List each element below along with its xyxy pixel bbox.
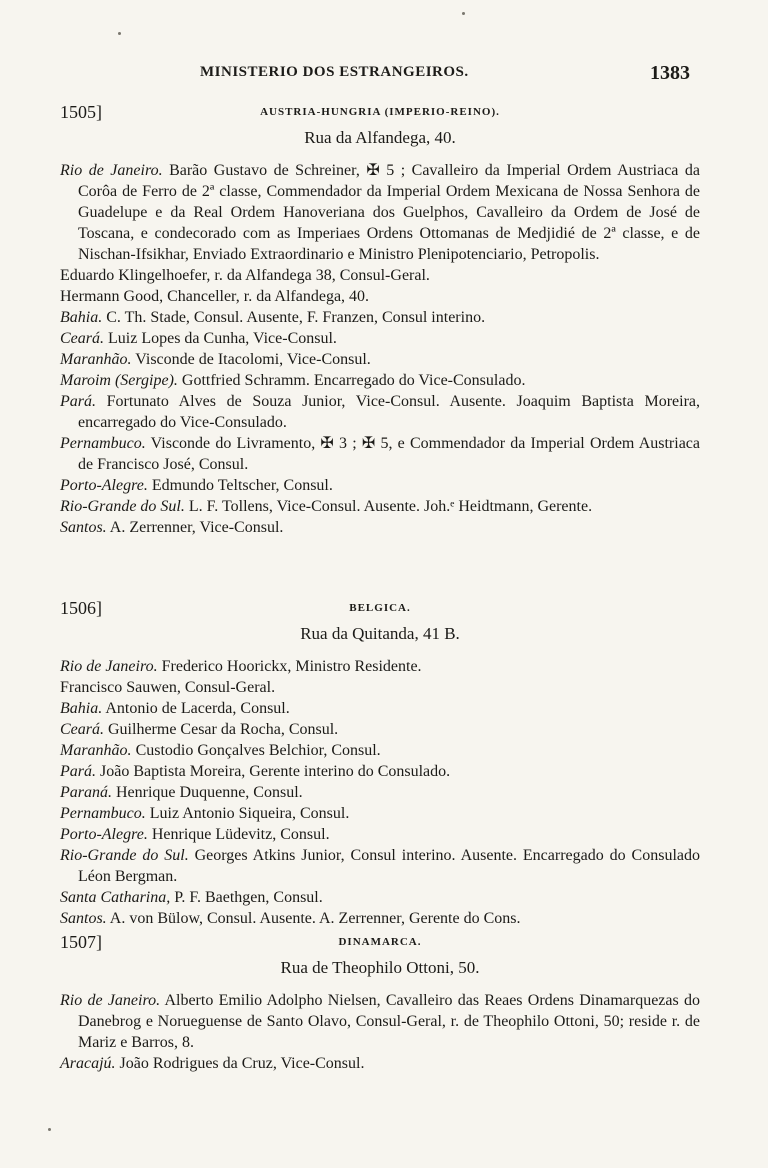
entry-text: João Rodrigues da Cruz, Vice-Consul.: [115, 1055, 365, 1072]
entry: [60, 391, 700, 433]
entry-place: Pará.: [60, 763, 96, 780]
section-country: BELGICA.: [349, 602, 411, 614]
section-number: 1507]: [60, 932, 102, 952]
section-address: Rua de Theophilo Ottoni, 50.: [280, 958, 480, 977]
paper-speck: [462, 12, 465, 15]
entry: [60, 782, 700, 803]
entry-text: A. Zerrenner, Vice-Consul.: [106, 519, 284, 536]
entry-text: C. Th. Stade, Consul. Ausente, F. Franzen, Consul interino.: [102, 309, 486, 326]
entry: [60, 990, 700, 1053]
entry-text: Guilherme Cesar da Rocha, Consul.: [104, 721, 339, 738]
entry: [60, 517, 700, 538]
entry-text: Visconde de Itacolomi, Vice-Consul.: [131, 351, 371, 368]
section-austria-hungria: [60, 102, 700, 538]
entry-place: Santa Catharina,: [60, 889, 171, 906]
entry-place: Rio de Janeiro.: [60, 658, 158, 675]
section-number: 1506]: [60, 598, 102, 618]
entry-place: Maroim (Sergipe).: [60, 372, 178, 389]
entry-place: Rio de Janeiro.: [60, 162, 163, 179]
entry-place: Porto-Alegre.: [60, 477, 148, 494]
entry: [60, 698, 700, 719]
entry-text: Barão Gustavo de Schreiner, ✠ 5 ; Cavalleiro da Imperial Ordem Austriaca da Corôa de Ferro de 2ª classe, Commendador da Imperial Ordem Mexicana de Nossa Senhora de Guadelupe e da Real Ordem Hanoveriana dos Guelphos, Cavalleiro da Ordem de José de Toscana, e condecorado com as Imperiaes Ordens Ottomanas de Medjidié de 2ª classe, e de Nischan-Ifsikhar, Enviado Extraordinario e Ministro Plenipotenciario, Petropolis.: [78, 162, 700, 263]
entry-place: Maranhão.: [60, 742, 132, 759]
entry: [60, 286, 700, 307]
paper-speck: [118, 32, 121, 35]
entry-place: Rio-Grande do Sul.: [60, 498, 185, 515]
entry-place: Bahia.: [60, 309, 103, 326]
section-heading: [60, 102, 700, 126]
running-header: [0, 64, 768, 88]
entry: [60, 719, 700, 740]
entry: [60, 349, 700, 370]
entry-place: Ceará.: [60, 330, 104, 347]
entry-place: Paraná.: [60, 784, 112, 801]
entry: [60, 1053, 700, 1074]
entry-place: Pernambuco.: [60, 805, 146, 822]
entry-text: Alberto Emilio Adolpho Nielsen, Cavalleiro das Reaes Ordens Dinamarquezas do Danebrog e Norueguense de Santo Olavo, Consul-Geral, r. de Theophilo Ottoni, 50; reside r. de Mariz e Barros, 8.: [78, 992, 700, 1051]
entry: [60, 803, 700, 824]
entry-text: Luiz Lopes da Cunha, Vice-Consul.: [104, 330, 337, 347]
entry-text: Visconde do Livramento, ✠ 3 ; ✠ 5, e Commendador da Imperial Ordem Austriaca de Francisco José, Consul.: [78, 435, 700, 473]
entry-text: Frederico Hoorickx, Ministro Residente.: [157, 658, 422, 675]
entry-place: Porto-Alegre.: [60, 826, 148, 843]
page-number: 1383: [650, 62, 690, 84]
entry: [60, 265, 700, 286]
section-heading: [60, 598, 700, 622]
section-address: Rua da Quitanda, 41 B.: [300, 624, 460, 643]
entry-text: João Baptista Moreira, Gerente interino do Consulado.: [96, 763, 451, 780]
section-heading: [60, 932, 700, 956]
section-number: 1505]: [60, 102, 102, 122]
entry-text: Fortunato Alves de Souza Junior, Vice-Consul. Ausente. Joaquim Baptista Moreira, encarregado do Vice-Consulado.: [78, 393, 700, 431]
entry-text: Custodio Gonçalves Belchior, Consul.: [131, 742, 381, 759]
entry: [60, 740, 700, 761]
entry-text: A. von Bülow, Consul. Ausente. A. Zerrenner, Gerente do Cons.: [106, 910, 521, 927]
section-belgica: [60, 598, 700, 929]
entry: [60, 761, 700, 782]
entry: [60, 433, 700, 475]
entry-text: Francisco Sauwen, Consul-Geral.: [60, 679, 276, 696]
entry: [60, 307, 700, 328]
entry-text: Eduardo Klingelhoefer, r. da Alfandega 38, Consul-Geral.: [60, 267, 430, 284]
entry-text: Hermann Good, Chanceller, r. da Alfandega, 40.: [60, 288, 370, 305]
entry-text: L. F. Tollens, Vice-Consul. Ausente. Joh.ᵉ Heidtmann, Gerente.: [184, 498, 593, 515]
paper-speck: [48, 1128, 51, 1131]
entry: [60, 496, 700, 517]
entry-text: Antonio de Lacerda, Consul.: [102, 700, 290, 717]
entry-place: Rio-Grande do Sul.: [60, 847, 189, 864]
entry-place: Ceará.: [60, 721, 104, 738]
entry-place: Santos.: [60, 519, 107, 536]
entry-place: Maranhão.: [60, 351, 132, 368]
entry-place: Pernambuco.: [60, 435, 146, 452]
entry: [60, 887, 700, 908]
entry-text: Luiz Antonio Siqueira, Consul.: [145, 805, 350, 822]
entry: [60, 908, 700, 929]
entry: [60, 677, 700, 698]
entry: [60, 845, 700, 887]
entry-text: Henrique Lüdevitz, Consul.: [147, 826, 330, 843]
entry: [60, 328, 700, 349]
entry-text: Georges Atkins Junior, Consul interino. Ausente. Encarregado do Consulado Léon Bergman.: [78, 847, 701, 885]
entry-text: Gottfried Schramm. Encarregado do Vice-Consulado.: [177, 372, 526, 389]
entry-place: Pará.: [60, 393, 96, 410]
entry-place: Aracajú.: [60, 1055, 116, 1072]
entry: [60, 370, 700, 391]
entry-text: P. F. Baethgen, Consul.: [170, 889, 323, 906]
entry-text: Henrique Duquenne, Consul.: [112, 784, 303, 801]
section-dinamarca: [60, 932, 700, 1074]
entry: [60, 824, 700, 845]
entry: [60, 475, 700, 496]
running-title: MINISTERIO DOS ESTRANGEIROS.: [200, 64, 469, 80]
section-address: Rua da Alfandega, 40.: [304, 128, 456, 147]
section-country: AUSTRIA-HUNGRIA (IMPERIO-REINO).: [260, 106, 500, 118]
entry: [60, 656, 700, 677]
section-country: DINAMARCA.: [338, 936, 422, 948]
entry-text: Edmundo Teltscher, Consul.: [147, 477, 333, 494]
entry-place: Bahia.: [60, 700, 103, 717]
entry-place: Santos.: [60, 910, 107, 927]
entry: [60, 160, 700, 265]
entry-place: Rio de Janeiro.: [60, 992, 161, 1009]
